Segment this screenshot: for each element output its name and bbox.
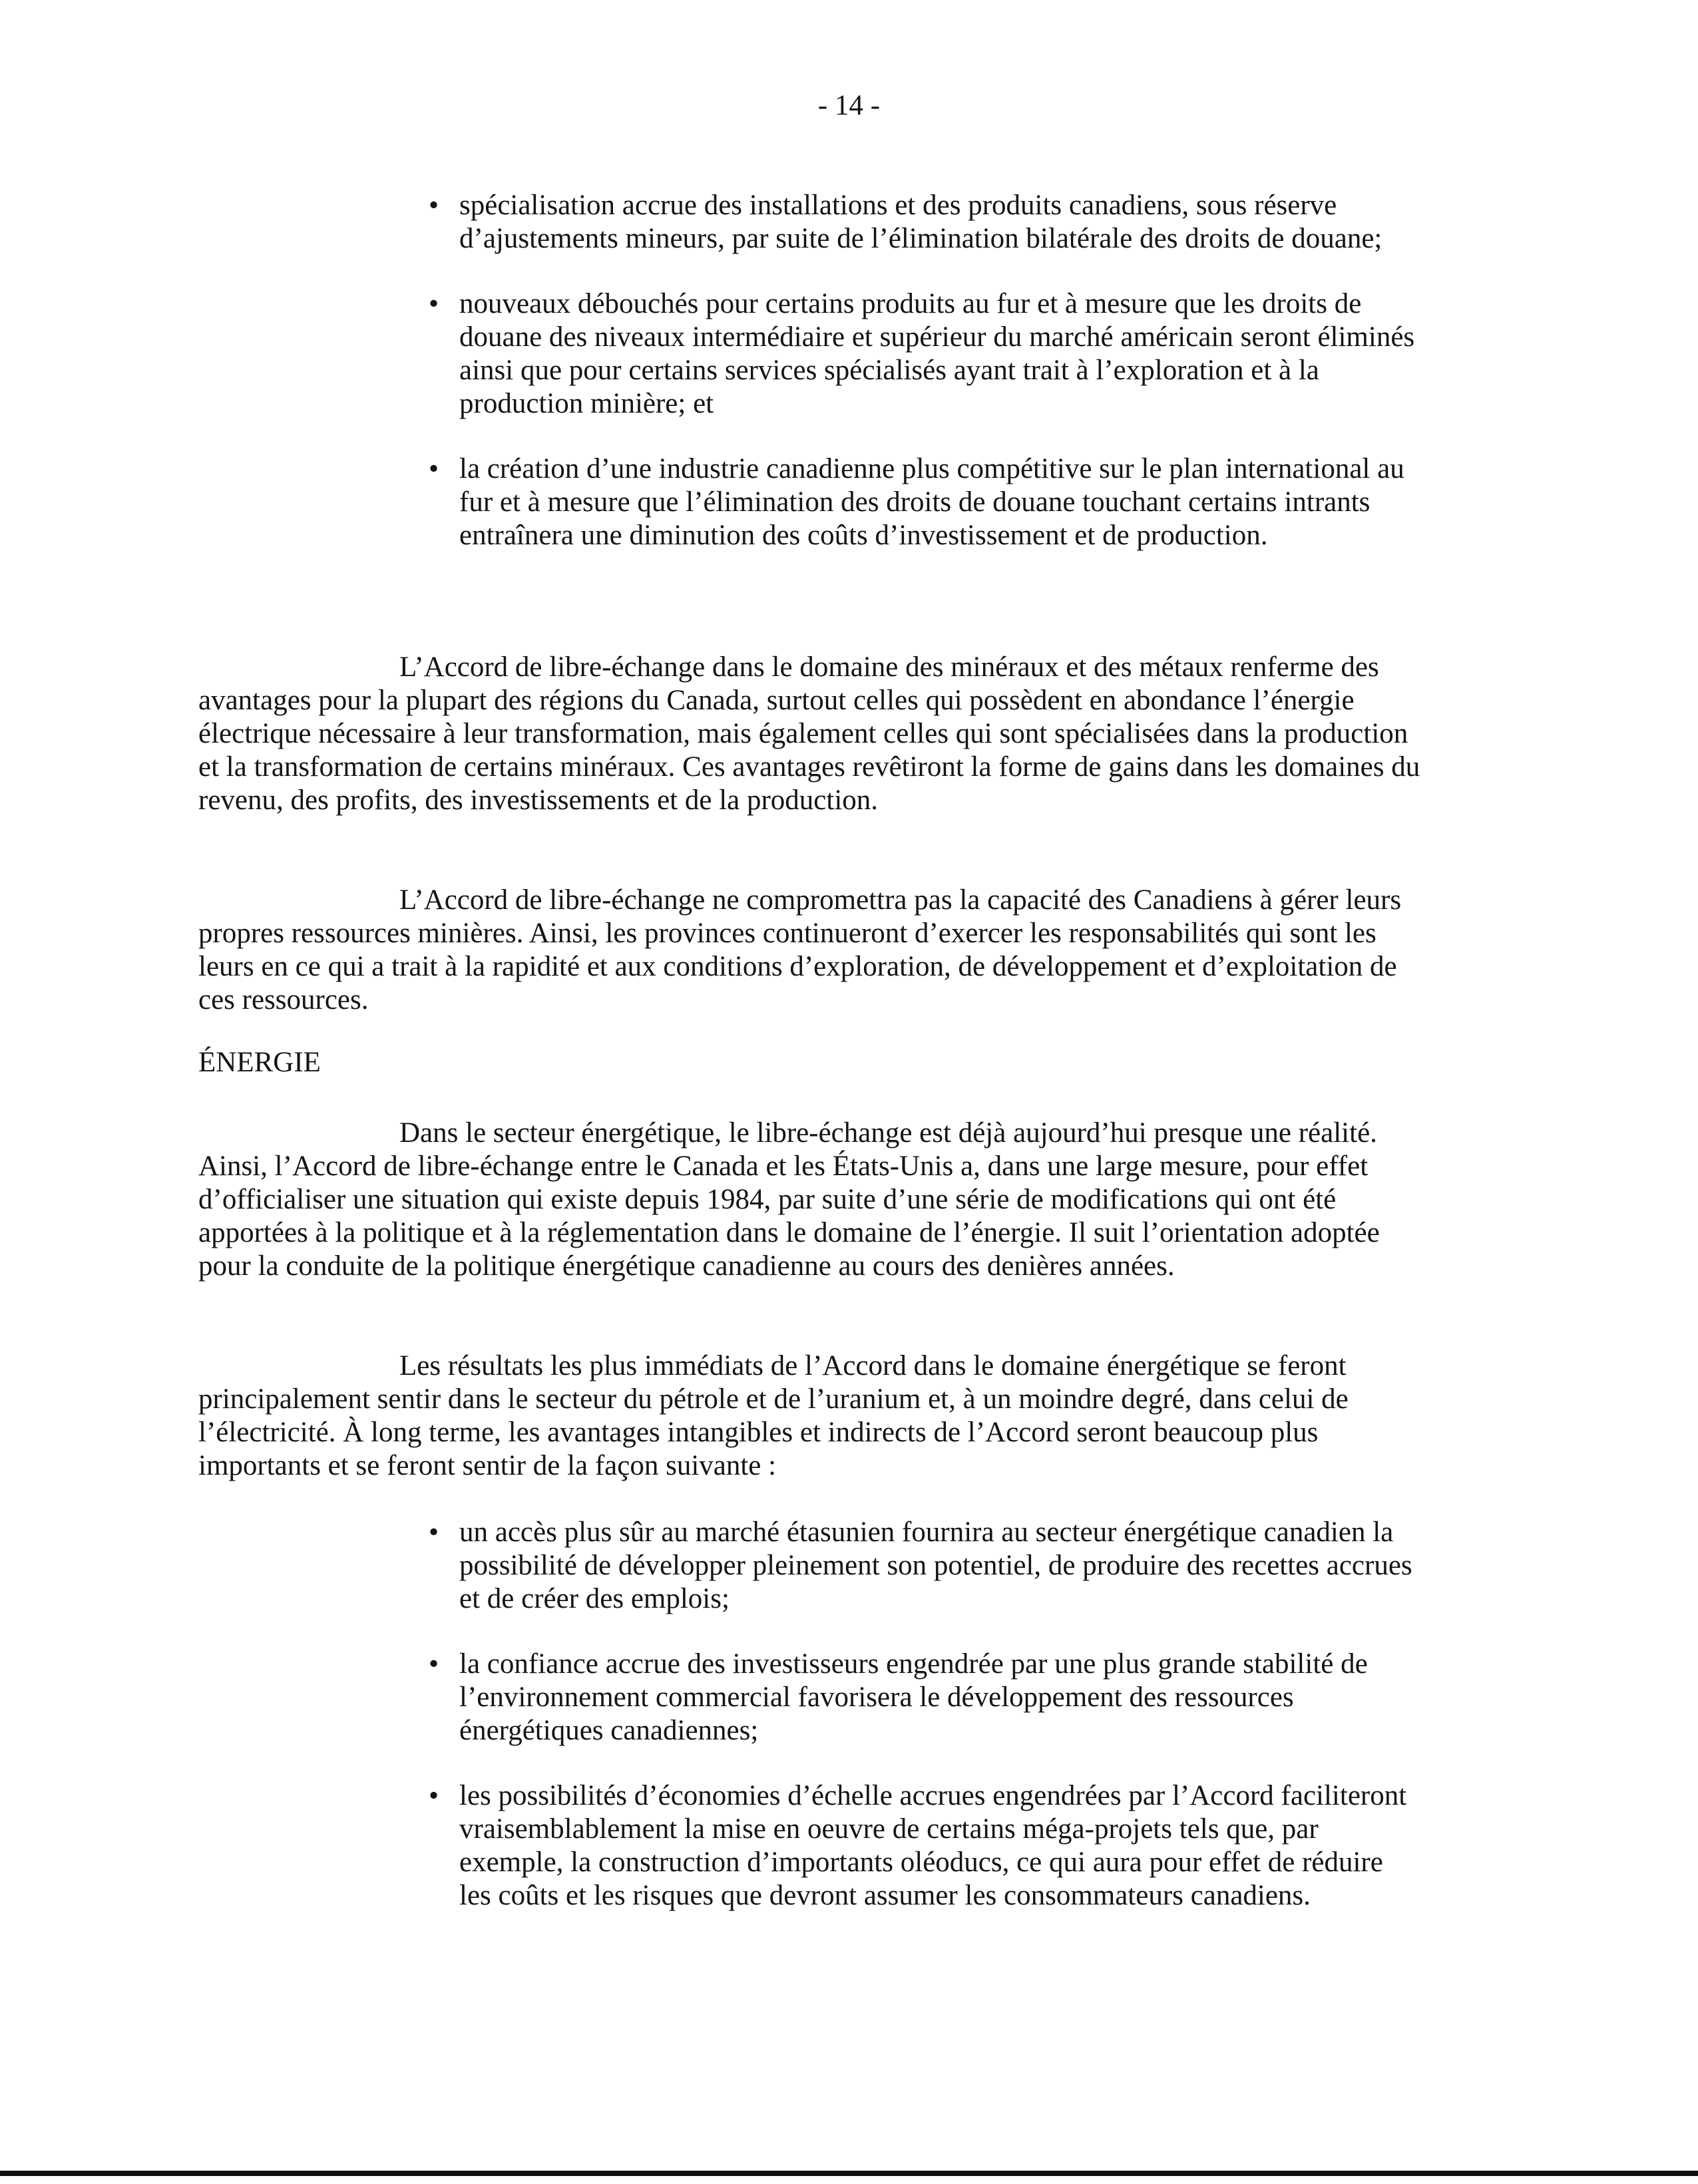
list-item: [393, 1516, 1418, 1616]
bullet-text: la création d’une industrie canadienne plus compétitive sur le plan international au fur et à mesure que l’élimination des droits de douane touchant certains intrants entraînera une diminution des coûts d’investissement et de production.: [459, 453, 1404, 551]
bullet-text: spécialisation accrue des installations et des produits canadiens, sous réserve d’ajustements mineurs, par suite de l’élimination bilatérale des droits de douane;: [459, 190, 1382, 254]
bullet-icon: •: [429, 1648, 439, 1680]
bullet-icon: •: [429, 453, 439, 484]
energy-bullet-list: [393, 1516, 1418, 1912]
bullet-text: un accès plus sûr au marché étasunien fournira au secteur énergétique canadien la possibilité de développer pleinement son potentiel, de produire des recettes accrues et de créer des emplois;: [459, 1517, 1412, 1614]
list-item: [393, 453, 1418, 552]
page-number: - 14 -: [817, 90, 881, 121]
bullet-text: la confiance accrue des investisseurs engendrée par une plus grande stabilité de l’environnement commercial favorisera le développement des ressources énergétiques canadiennes;: [459, 1648, 1368, 1746]
paragraph-energy-context: Dans le secteur énergétique, le libre-échange est déjà aujourd’hui presque une réalité. Ainsi, l’Accord de libre-échange entre le Canada et les États-Unis a, dans une large mesure, pour effet d’officialiser une situation qui existe depuis 1984, par suite d’une série de modifications qui ont été apportées à la politique et à la réglementation dans le domaine de l’énergie. Il suit l’orientation adoptée pour la conduite de la politique énergétique canadienne au cours des denières années.: [198, 1117, 1380, 1282]
bottom-scan-edge: [0, 2171, 1698, 2176]
list-item: [393, 189, 1418, 256]
paragraph-minerals-benefits: L’Accord de libre-échange dans le domaine des minéraux et des métaux renferme des avantages pour la plupart des régions du Canada, surtout celles qui possèdent en abondance l’énergie électrique nécessaire à leur transformation, mais également celles qui sont spécialisées dans la production et la transformation de certains minéraux. Ces avantages revêtiront la forme de gains dans les domaines du revenu, des profits, des investissements et de la production.: [198, 651, 1420, 816]
minerals-bullet-list: [393, 189, 1418, 552]
list-item: [393, 1648, 1418, 1747]
paragraph-minerals-resources: L’Accord de libre-échange ne compromettra pas la capacité des Canadiens à gérer leurs propres ressources minières. Ainsi, les provinces continueront d’exercer les responsabilités qui sont les leurs en ce qui a trait à la rapidité et aux conditions d’exploration, de développement et d’exploitation de ces ressources.: [198, 884, 1402, 1015]
bullet-icon: •: [429, 288, 439, 319]
list-item: [393, 287, 1418, 421]
bullet-icon: •: [429, 190, 439, 221]
list-item: [393, 1779, 1418, 1912]
paragraph-energy-results: Les résultats les plus immédiats de l’Accord dans le domaine énergétique se feront principalement sentir dans le secteur du pétrole et de l’uranium et, à un moindre degré, dans celui de l’électricité. À long terme, les avantages intangibles et indirects de l’Accord seront beaucoup plus importants et se feront sentir de la façon suivante :: [198, 1350, 1349, 1481]
bullet-text: nouveaux débouchés pour certains produits au fur et à mesure que les droits de douane des niveaux intermédiaire et supérieur du marché américain seront éliminés ainsi que pour certains services spécialisés ayant trait à l’exploration et à la production minière; et: [459, 288, 1415, 419]
bullet-icon: •: [429, 1517, 439, 1548]
bullet-icon: •: [429, 1780, 439, 1811]
bullet-text: les possibilités d’économies d’échelle accrues engendrées par l’Accord faciliteront vraisemblablement la mise en oeuvre de certains méga-projets tels que, par exemple, la construction d’importants oléoducs, ce qui aura pour effet de réduire les coûts et les risques que devront assumer les consommateurs canadiens.: [459, 1780, 1407, 1911]
section-heading-energy: ÉNERGIE: [198, 1047, 321, 1078]
